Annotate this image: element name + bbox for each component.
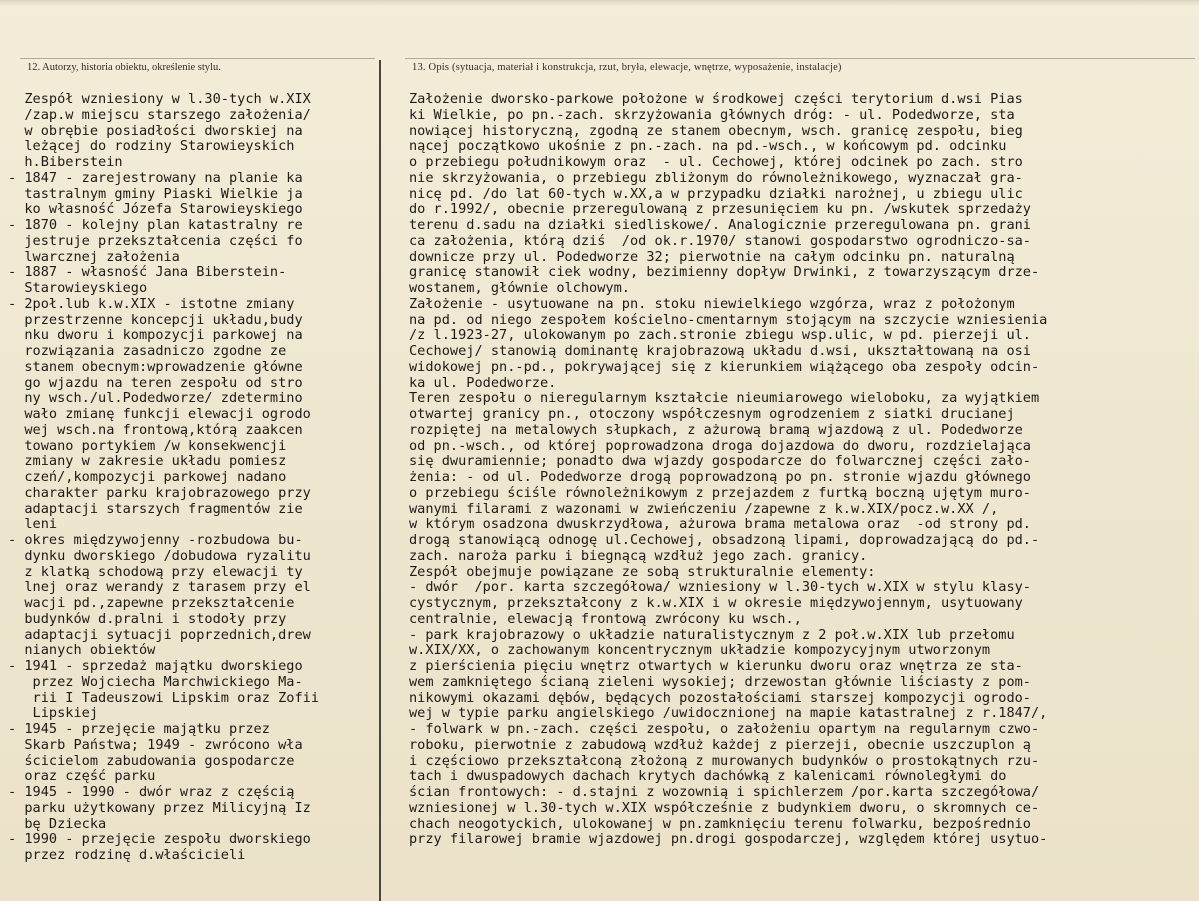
description-text-line: wem zamkniętego ścianą zieleni wysokiej; drzewostan głównie liściasty z pom- [409,674,1031,690]
description-text-line: na pd. od niego zespołem kościelno-cmentarnym stojącym na szczycie wzniesienia [409,312,1048,328]
history-text-line: rii I Tadeuszowi Lipskim oraz Zofii [8,690,319,706]
history-text-line: parku użytkowany przez Milicyjną Iz [8,800,311,816]
history-text-line: charakter parku krajobrazowego przy [8,485,311,501]
description-text-line: - dwór /por. karta szczegółowa/ wzniesiony w l.30-tych w.XIX w stylu klasy- [409,580,1031,596]
description-text-line: o przebiegu ściśle równoleżnikowym z przejazdem z furtką boczną ujętym muro- [409,485,1031,501]
history-text-line: - 1945 - 1990 - dwór wraz z częścią [8,785,295,800]
history-text-line: Starowieyskiego [8,281,148,296]
history-text-line: bę Dziecka [8,816,107,832]
history-text-line: towano portykiem /w konsekwencji [8,438,287,454]
history-text-line: wej wsch.na frontową,którą zaakcen [8,422,303,438]
description-text-line: przy filarowej bramie wjazdowej pn.drogi gospodarczej, względem której usytuo- [409,832,1048,848]
description-text-line: ścian frontowych: - d.stajni z wozownią i spichlerzem /por.karta szczegółowa/ [409,785,1040,800]
description-text-line: chach neogotyckich, ulokowanej w pn.zamknięciu terenu folwarku, bezpośrednio [409,816,1031,832]
history-text-line: nku dworu i kompozycji parkowej na [8,328,303,344]
section-12-header: 12. Autorzy, historia obiektu, określenie stylu. [27,62,221,73]
history-text-line: przestrzenne koncepcji układu,budy [8,312,303,328]
description-text-line: do r.1992/, obecnie przeregulowaną z przesunięciem ku pn. /wskutek sprzedaży [409,202,1031,218]
history-text-line: leżącej do rodziny Starowieyskich [8,139,295,155]
description-text-line: od pn.-wsch., od której poprowadzona droga dojazdowa do dworu, rozdzielająca [409,438,1031,454]
description-text-line: nie skrzyżowania, o przebiegu zbliżonym do równoleżnikowego, wyznaczał gra- [409,170,1023,186]
history-text-line: dynku dworskiego /dobudowa ryzalitu [8,548,311,564]
description-text-line: Założenie dworsko-parkowe położone w środkowej części terytorium d.wsi Pias [409,92,1023,107]
history-text-line: czeń/,kompozycji parkowej nadano [8,470,287,485]
history-text-line: zmiany w zakresie układu pomiesz [8,454,287,470]
description-text-line: Założenie - usytuowane na pn. stoku niewielkiego wzgórza, wraz z położonym [409,296,1015,312]
description-text-line: otwartej granicy pn., otoczony współczesnym ogrodzeniem z siatki drucianej [409,407,1015,422]
history-text-line: - 1990 - przejęcie zespołu dworskiego [8,832,311,848]
description-text-line: ka ul. Podedworze. [409,375,557,391]
history-text-line: - okres międzywojenny -rozbudowa bu- [8,533,303,548]
history-text-line: - 1870 - kolejny plan katastralny re [8,218,303,233]
history-text-line: tastralnym gminy Piaski Wielkie ja [8,186,303,202]
history-text-line: przez rodzinę d.właścicieli [8,848,246,863]
section-13-header: 13. Opis (sytuacja, materiał i konstrukcja, rzut, bryła, elewacje, wnętrze, wyposażenie, instalacje) [412,62,842,73]
history-text-line: h.Biberstein [8,155,123,170]
description-text-line: wanymi filarami z wazonami w zwieńczeniu /zapewne z k.w.XIX/pocz.w.XX /, [409,501,999,517]
history-text-line: - 1941 - sprzedaż majątku dworskiego [8,659,303,674]
description-text-line: /z l.1923-27, ulokowanym po zach.stronie zbiegu wsp.ulic, w pd. pierzeji ul. [409,328,1031,344]
description-text-line: Teren zespołu o nieregularnym kształcie nieumiarowego wieloboku, za wyjątkiem [409,391,1040,407]
description-text-line: - park krajobrazowy o układzie naturalistycznym z 2 poł.w.XIX lub przełomu [409,627,1015,643]
history-text-line: leni [8,517,58,533]
description-text-line: i częściowo przekształconą złożoną z murowanych budynków o prostokątnych rzu- [409,753,1040,769]
history-text-line: ko własność Józefa Starowieyskiego [8,202,303,218]
description-text-line: widokowej pn.-pd., pokrywającej się z kierunkiem wiążącego oba zespoły odcin- [409,359,1040,375]
history-text-line: nianych obiektów [8,643,156,659]
description-column [409,92,1197,848]
description-text-line: żenia: - od ul. Podedworze drogą poprowadzoną po pn. stronie wjazdu głównego [409,470,1031,485]
history-text-line: przez Wojciecha Marchwickiego Ma- [8,674,303,690]
right-header-rule [405,58,1195,59]
description-text-line: granicę stanowił ciek wodny, bezimienny dopływ Drwinki, z towarzyszącym drze- [409,265,1040,281]
history-text-line: adaptacji starszych fragmentów zie [8,501,303,517]
description-text-line: zach. naroża parku i biegnącą wzdłuż jego zach. granicy. [409,548,868,564]
history-text-line: go wjazdu na teren zespołu od stro [8,375,303,391]
description-text-line: terenu d.sadu na działki siedliskowe/. Analogicznie przeregulowana pn. grani [409,218,1031,233]
history-text-line: lwarcznej założenia [8,249,180,265]
history-text-line: Skarb Państwa; 1949 - zwrócono wła [8,737,303,753]
history-text-line: ścicielom zabudowania gospodarcze [8,753,295,769]
description-text-line: w którym osadzona dwuskrzydłowa, ażurowa brama metalowa oraz -od strony pd. [409,517,1031,533]
description-text-line: w.XIX/XX, o zachowanym koncentrycznym układzie kompozycyjnym utworzonym [409,643,991,659]
history-text-line: rozwiązania zasadniczo zgodne ze [8,344,287,359]
history-text-line: oraz część parku [8,769,156,785]
description-text-line: wzniesionej w l.30-tych w.XIX współcześnie z budynkiem dworu, o skromnych ce- [409,800,1040,816]
description-text-line: tach i dwuspadowych dachach krytych dachówką z kalenicami równoległymi do [409,769,1007,785]
history-text-line: lnej oraz werandy z tarasem przy el [8,580,311,596]
history-text-line: stanem obecnym:wprowadzenie główne [8,359,303,375]
paper-top-edge [0,0,1199,6]
description-text-line: nikowymi okazami dębów, będących pozostałościami starszej kompozycji ogrodo- [409,690,1031,706]
left-header-rule [20,58,375,59]
history-text-line: ny wsch./ul.Podedworze/ zdetermino [8,391,303,407]
description-text-line: z pierścienia pięciu wnętrz otwartych w kierunku dworu oraz wnętrza ze sta- [409,659,1023,674]
history-text-line: - 1945 - przejęcie majątku przez [8,722,270,737]
description-text-line: roboku, pierwotnie z zabudową wzdłuż każdej z pierzeji, obecnie uszczuplon ą [409,737,1031,753]
history-text-line: - 1847 - zarejestrowany na planie ka [8,170,303,186]
description-text-line: nowiącej historyczną, zgodną ze stanem obecnym, wsch. granicę zespołu, bieg [409,123,1023,139]
description-text-line: - folwark w pn.-zach. części zespołu, o założeniu opartym na regularnym czwo- [409,722,1040,737]
history-text-line: Zespół wzniesiony w l.30-tych w.XIX [8,92,311,107]
history-text-line: Lipskiej [8,706,99,722]
description-text-line: o przebiegu południkowym oraz - ul. Cechowej, której odcinek po zach. stro [409,155,1023,170]
description-text-line: downicze przy ul. Podedworze 32; pierwotnie na całym odcinku pn. naturalną [409,249,1015,265]
description-text-line: ca założenia, którą dziś /od ok.r.1970/ stanowi gospodarstwo ogrodniczo-sa- [409,233,1031,249]
history-column [8,92,380,864]
description-text-line: się dwuramiennie; ponadto dwa wjazdy gospodarcze do folwarcznej części zało- [409,454,1031,470]
description-text-line: nącej początkowo ukośnie z pn.-zach. na pd.-wsch., w końcowym pd. odcinku [409,139,1007,155]
description-text-line: wostanem, głównie olchowym. [409,281,630,296]
history-text-line: adaptacji sytuacji poprzednich,drew [8,627,311,643]
description-text-line: Zespół obejmuje powiązane ze sobą strukturalnie elementy: [409,564,876,580]
description-text-line: rozpiętej na metalowych słupkach, z ażurową bramą wjazdową z ul. Podedworze [409,422,1023,438]
description-text-line: nicę pd. /do lat 60-tych w.XX,a w przypadku działki narożnej, u zbiegu ulic [409,186,1023,202]
history-text-line: wacji pd.,zapewne przekształcenie [8,596,295,611]
history-text-line: z klatką schodową przy elewacji ty [8,564,303,580]
history-text-line: budynków d.pralni i stodoły przy [8,611,287,627]
history-text-line: jestruje przekształcenia części fo [8,233,303,249]
description-text-line: ki Wielkie, po pn.-zach. skrzyżowania głównych dróg: - ul. Podedworze, sta [409,107,1015,123]
description-text-line: wej w typie parku angielskiego /uwidocznionej na mapie katastralnej z r.1847/, [409,706,1048,722]
description-text-line: centralnie, elewacją frontową zwrócony ku wsch., [409,611,802,627]
description-text-line: cystycznym, przekształcony z k.w.XIX i w okresie międzywojennym, usytuowany [409,596,1023,611]
history-text-line: - 1887 - własność Jana Biberstein- [8,265,287,281]
history-text-line: w obrębie posiadłości dworskiej na [8,123,303,139]
description-text-line: Cechowej/ stanowią dominantę krajobrazową układu d.wsi, ukształtowaną na osi [409,344,1031,359]
history-text-line: wało zmianę funkcji elewacji ogrodo [8,407,311,422]
history-text-line: /zap.w miejscu starszego założenia/ [8,107,311,123]
description-text-line: drogą stanowiącą odnogę ul.Cechowej, obsadzoną lipami, doprowadzającą do pd.- [409,533,1040,548]
history-text-line: - 2poł.lub k.w.XIX - istotne zmiany [8,296,295,312]
